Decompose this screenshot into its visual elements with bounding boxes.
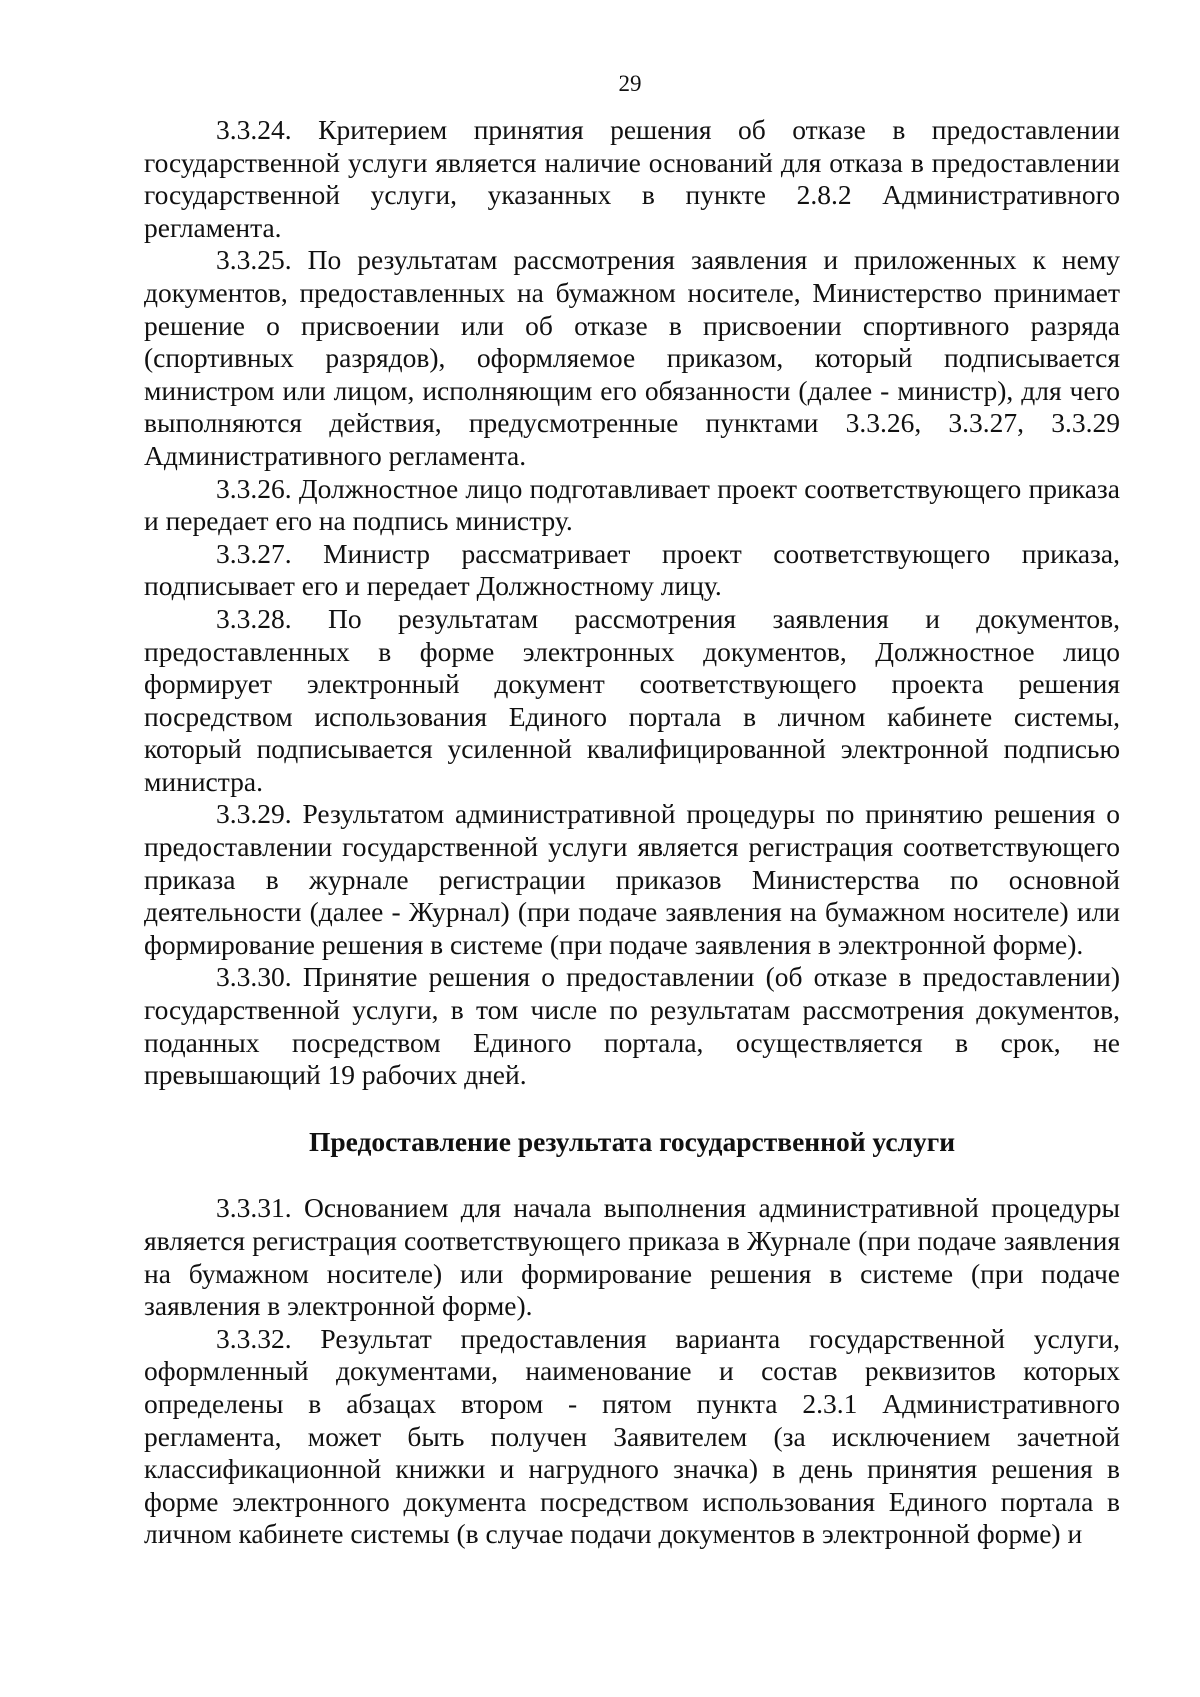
paragraph-3-3-26: 3.3.26. Должностное лицо подготавливает проект соответствующего приказа и передает его на подпись министру. bbox=[144, 472, 1120, 537]
document-body bbox=[144, 114, 1120, 1551]
paragraph-3-3-25: 3.3.25. По результатам рассмотрения заявления и приложенных к нему документов, предоставленных на бумажном носителе, Министерство принимает решение о присвоении или об отказе в присвоении спортивного разряда (спортивных разрядов), оформляемое приказом, который подписывается министром или лицом, исполняющим его обязанности (далее - министр), для чего выполняются действия, предусмотренные пунктами 3.3.26, 3.3.27, 3.3.29 Административного регламента. bbox=[144, 244, 1120, 471]
page-number: 29 bbox=[618, 71, 642, 96]
paragraph-3-3-28: 3.3.28. По результатам рассмотрения заявления и документов, предоставленных в форме электронных документов, Должностное лицо формирует электронный документ соответствующего проекта решения посредством использования Единого портала в личном кабинете системы, который подписывается усиленной квалифицированной электронной подписью министра. bbox=[144, 602, 1120, 797]
paragraph-3-3-27: 3.3.27. Министр рассматривает проект соответствующего приказа, подписывает его и передает Должностному лицу. bbox=[144, 537, 1120, 602]
paragraph-3-3-29: 3.3.29. Результатом административной процедуры по принятию решения о предоставлении государственной услуги является регистрация соответствующего приказа в журнале регистрации приказов Министерства по основной деятельности (далее - Журнал) (при подаче заявления на бумажном носителе) или формирование решения в системе (при подаче заявления в электронной форме). bbox=[144, 798, 1120, 960]
paragraph-3-3-31: 3.3.31. Основанием для начала выполнения административной процедуры является регистрация соответствующего приказа в Журнале (при подаче заявления на бумажном носителе) или формирование решения в системе (при подаче заявления в электронной форме). bbox=[144, 1192, 1120, 1322]
paragraph-3-3-32: 3.3.32. Результат предоставления варианта государственной услуги, оформленный документами, наименование и состав реквизитов которых определены в абзацах втором - пятом пункта 2.3.1 Административного регламента, может быть получен Заявителем (за исключением зачетной классификационной книжки и нагрудного значка) в день принятия решения в форме электронного документа посредством использования Единого портала в личном кабинете системы (в случае подачи документов в электронной форме) и bbox=[144, 1322, 1120, 1550]
paragraph-3-3-24: 3.3.24. Критерием принятия решения об отказе в предоставлении государственной услуги является наличие оснований для отказа в предоставлении государственной услуги, указанных в пункте 2.8.2 Административного регламента. bbox=[144, 114, 1120, 243]
paragraph-3-3-30: 3.3.30. Принятие решения о предоставлении (об отказе в предоставлении) государственной услуги, в том числе по результатам рассмотрения документов, поданных посредством Единого портала, осуществляется в срок, не превышающий 19 рабочих дней. bbox=[144, 961, 1120, 1091]
section-heading: Предоставление результата государственной услуги bbox=[308, 1125, 956, 1157]
